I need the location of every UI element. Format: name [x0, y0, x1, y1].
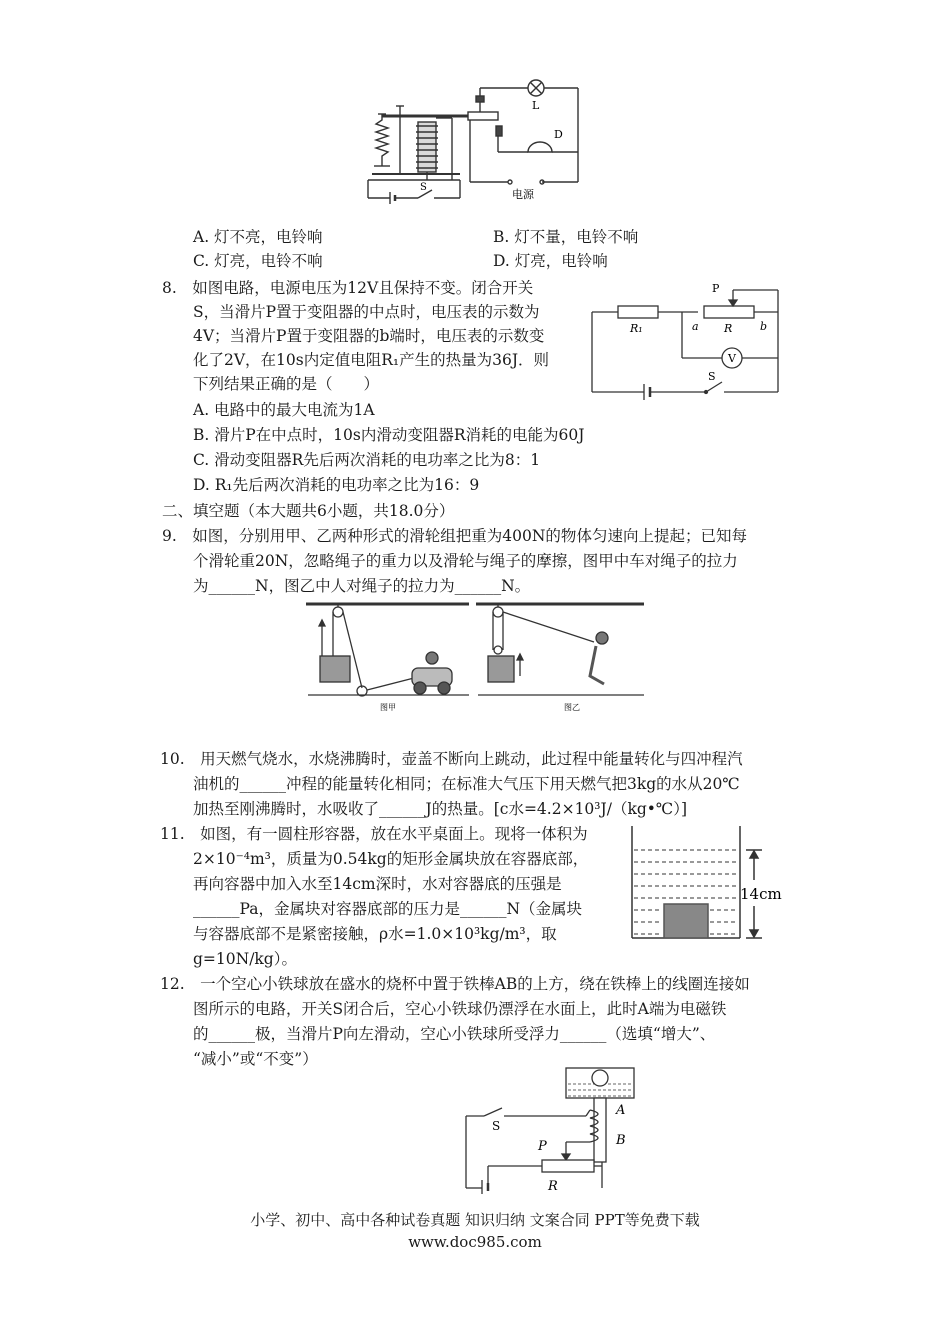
q12-line-1: 12. 一个空心小铁球放在盛水的烧杯中置于铁棒AB的上方，绕在铁棒上的线圈连接如: [160, 975, 750, 993]
q12-fig-r: R: [548, 1179, 558, 1194]
q11-line-6: g=10N/kg）。: [193, 950, 297, 968]
q7-option-d: D. 灯亮，电铃响: [493, 252, 608, 270]
q8-line-3: 4V；当滑片P置于变阻器的b端时，电压表的示数变: [193, 327, 545, 345]
depth-label: 14cm: [740, 885, 782, 903]
footer-promo-text: 小学、初中、高中各种试卷真题 知识归纳 文案合同 PPT等免费下载: [250, 1211, 700, 1229]
q7-option-c: C. 灯亮，电铃不响: [193, 252, 323, 270]
q7-option-b: B. 灯不量，电铃不响: [493, 228, 639, 246]
section-2-heading: 二、填空题（本大题共6小题，共18.0分）: [162, 502, 455, 520]
q8-option-b: B. 滑片P在中点时，10s内滑动变阻器R消耗的电能为60J: [193, 426, 585, 444]
q9-line-3: 为______N，图乙中人对绳子的拉力为______N。: [193, 577, 531, 595]
container-figure: [628, 824, 798, 944]
q12-line-4: “减小”或“不变”）: [193, 1050, 318, 1068]
q8-fig-r: R: [724, 322, 733, 335]
q10-line-2: 油机的______冲程的能量转化相同；在标准大气压下用天燃气把3kg的水从20℃: [193, 775, 740, 793]
q8-fig-a: a: [692, 320, 699, 333]
bell-label: D: [554, 128, 563, 141]
q8-line-4: 化了2V，在10s内定值电阻R₁产生的热量为36J．则: [193, 351, 550, 369]
q12-fig-a: A: [616, 1103, 626, 1118]
q11-line-1: 11. 如图，有一圆柱形容器，放在水平桌面上。现将一体积为: [160, 825, 588, 843]
q8-line-2: S，当滑片P置于变阻器的中点时，电压表的示数为: [193, 303, 540, 321]
q12-line-3: 的______极，当滑片P向左滑动，空心小铁球所受浮力______（选填“增大”、: [193, 1025, 716, 1043]
q8-line-5: 下列结果正确的是（ ）: [193, 375, 380, 393]
q10-line-1: 10. 用天燃气烧水，水烧沸腾时，壶盖不断向上跳动，此过程中能量转化与四冲程汽: [160, 750, 743, 768]
q12-fig-b: B: [616, 1133, 626, 1148]
q12-fig-s: S: [492, 1119, 501, 1133]
q9-line-2: 个滑轮重20N，忽略绳子的重力以及滑轮与绳子的摩擦，图甲中车对绳子的拉力: [193, 552, 738, 570]
q8-fig-v: V: [728, 352, 736, 365]
pulley-figure: [304, 598, 649, 716]
q8-fig-p: P: [712, 282, 720, 295]
q8-line-1: 8. 如图电路，电源电压为12V且保持不变。闭合开关: [162, 279, 534, 297]
q8-fig-r1: R₁: [630, 322, 643, 335]
q7-option-a: A. 灯不亮，电铃响: [193, 228, 323, 246]
q8-option-a: A. 电路中的最大电流为1A: [193, 401, 375, 419]
q11-line-2: 2×10⁻⁴m³，质量为0.54kg的矩形金属块放在容器底部，: [193, 850, 589, 868]
q11-line-3: 再向容器中加入水至14cm深时，水对容器底的压强是: [193, 875, 562, 893]
q12-line-2: 图所示的电路，开关S闭合后，空心小铁球仍漂浮在水面上，此时A端为电磁铁: [193, 1000, 727, 1018]
q8-option-c: C. 滑动变阻器R先后两次消耗的电功率之比为8：1: [193, 451, 541, 469]
q11-line-5: 与容器底部不是紧密接触，ρ水=1.0×10³kg/m³，取: [193, 925, 557, 943]
q9-line-1: 9. 如图，分别用甲、乙两种形式的滑轮组把重为400N的物体匀速向上提起；已知每: [162, 527, 747, 545]
q8-circuit-figure: [588, 280, 788, 410]
electromagnet-figure: [462, 1066, 642, 1194]
q8-option-d: D. R₁先后两次消耗的电功率之比为16：9: [193, 476, 480, 494]
q12-fig-p: P: [538, 1139, 547, 1154]
power-label: 电源: [512, 188, 534, 201]
fig-a-caption: 图甲: [380, 703, 396, 712]
q8-fig-s: S: [708, 370, 716, 383]
q8-fig-b: b: [760, 320, 768, 333]
relay-circuit-figure: [360, 62, 600, 207]
switch-label: S: [420, 182, 427, 193]
q11-line-4: ______Pa，金属块对容器底部的压力是______N（金属块: [193, 900, 583, 918]
fig-b-caption: 图乙: [564, 703, 580, 712]
lamp-label: L: [532, 99, 540, 112]
footer-website-link[interactable]: www.doc985.com: [408, 1233, 542, 1251]
q10-line-3: 加热至刚沸腾时，水吸收了______J的热量。[c水=4.2×10³J/（kg•℃）]: [193, 800, 688, 818]
